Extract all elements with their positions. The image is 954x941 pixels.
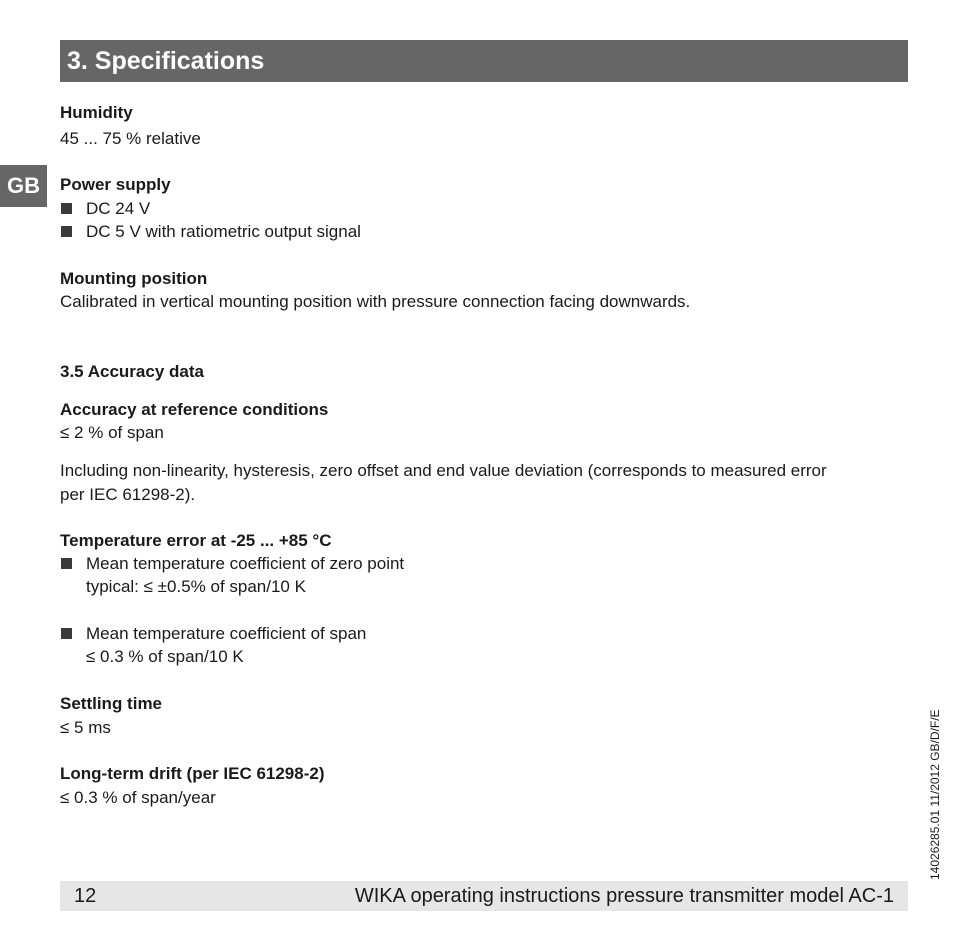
footer-title: WIKA operating instructions pressure transmitter model AC-1 [354, 885, 894, 907]
page-title: 3. Specifications [67, 47, 265, 75]
bullet-icon [61, 558, 72, 569]
temperature-error-item-label: Mean temperature coefficient of zero point [86, 554, 405, 573]
subsection-heading: 3.5 Accuracy data [60, 362, 204, 381]
settling-time-heading: Settling time [60, 694, 163, 713]
humidity-value: 45 ... 75 % relative [60, 129, 201, 148]
humidity-heading: Humidity [60, 103, 133, 122]
temperature-error-item-value: ≤ 0.3 % of span/10 K [86, 647, 244, 666]
temperature-error-item-value: typical: ≤ ±0.5% of span/10 K [86, 577, 306, 596]
section-header [60, 40, 908, 82]
bullet-icon [61, 628, 72, 639]
bullet-icon [61, 226, 72, 237]
page-number: 12 [74, 885, 97, 907]
mounting-position-heading: Mounting position [60, 269, 208, 288]
long-term-drift-value: ≤ 0.3 % of span/year [60, 788, 216, 807]
power-supply-heading: Power supply [60, 175, 171, 194]
long-term-drift-heading: Long-term drift (per IEC 61298-2) [60, 764, 325, 783]
power-supply-item: DC 5 V with ratiometric output signal [86, 222, 361, 241]
language-tab: GB [0, 165, 47, 207]
accuracy-reference-heading: Accuracy at reference conditions [60, 400, 329, 419]
accuracy-note-line: per IEC 61298-2). [60, 485, 196, 504]
settling-time-value: ≤ 5 ms [60, 718, 111, 737]
temperature-error-item-label: Mean temperature coefficient of span [86, 624, 367, 643]
mounting-position-value: Calibrated in vertical mounting position with pressure connection facing downwards. [60, 292, 691, 311]
bullet-icon [61, 203, 72, 214]
accuracy-reference-value: ≤ 2 % of span [60, 423, 164, 442]
temperature-error-heading: Temperature error at -25 ... +85 °C [60, 531, 332, 550]
accuracy-note-line: Including non-linearity, hysteresis, zero offset and end value deviation (corresponds to measured error [60, 461, 827, 480]
power-supply-item: DC 24 V [86, 199, 151, 218]
footer [60, 881, 908, 911]
document-code: 14026285.01 11/2012 GB/D/F/E [928, 709, 942, 880]
